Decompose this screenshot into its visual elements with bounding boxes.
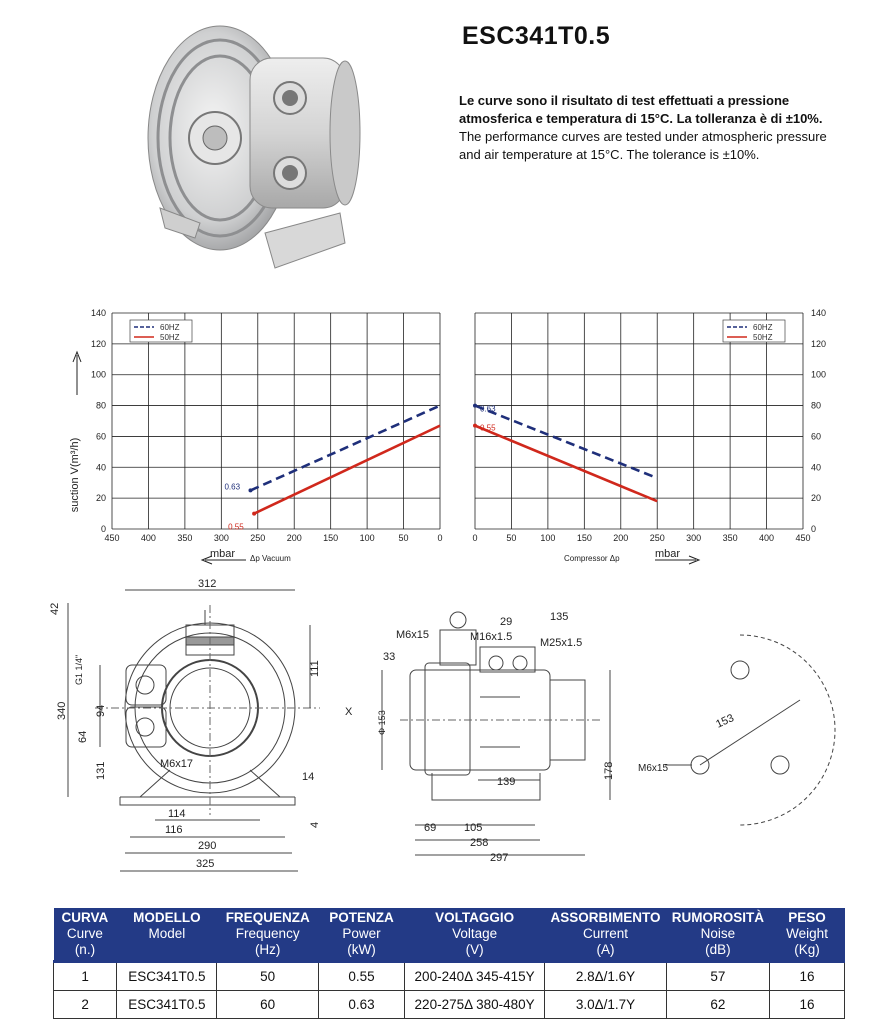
header-it: FREQUENZA <box>225 910 310 925</box>
dim-178: 178 <box>603 761 615 780</box>
header-en: Model <box>148 926 186 941</box>
x-axis-label-unit: mbar <box>655 548 681 560</box>
table-header-cell <box>54 908 117 962</box>
header-it: VOLTAGGIO <box>435 910 515 925</box>
dim-325: 325 <box>196 858 215 870</box>
dim-m25: M25x1.5 <box>540 637 583 649</box>
header-it: RUMOROSITÀ <box>671 910 765 925</box>
table-cell: 60 <box>217 991 319 1019</box>
table-header-cell <box>666 908 769 962</box>
x-tick-label: 450 <box>104 533 120 543</box>
compressor-chart <box>472 308 826 564</box>
table-header-cell <box>217 908 319 962</box>
y-tick-label: 140 <box>90 308 106 318</box>
x-tick-label: 200 <box>613 533 629 543</box>
table-cell: 57 <box>666 962 769 991</box>
table-cell: 16 <box>770 962 845 991</box>
y-tick-label: 40 <box>95 462 106 473</box>
y-tick-label: 0 <box>100 524 106 534</box>
x-tick-label: 100 <box>540 533 556 543</box>
blower-photo <box>140 18 370 278</box>
y-tick-label: 20 <box>95 493 106 504</box>
x-tick-label: 400 <box>140 533 156 543</box>
table-header-cell <box>117 908 217 962</box>
table-cell: 16 <box>770 991 845 1019</box>
header-it: CURVA <box>61 910 109 925</box>
series-end-label: 0.55 <box>480 423 496 433</box>
dim-105: 105 <box>464 822 483 834</box>
table-cell: 62 <box>666 991 769 1019</box>
y-tick-label: 80 <box>95 400 106 411</box>
x-tick-label: 0 <box>437 533 443 543</box>
x-tick-label: 350 <box>177 533 193 543</box>
series-line-60hz <box>250 406 440 491</box>
dim-69: 69 <box>424 822 437 834</box>
x-tick-label: 150 <box>576 533 592 543</box>
series-end-point <box>473 404 477 408</box>
spec-table-header <box>54 908 845 962</box>
header-it: ASSORBIMENTO <box>550 910 661 925</box>
table-header-cell <box>545 908 666 962</box>
x-tick-label: 50 <box>398 533 409 543</box>
header-unit: (V) <box>465 942 484 957</box>
header-en: Current <box>583 926 629 941</box>
dim-131: 131 <box>95 761 107 780</box>
header-unit: (n.) <box>74 942 96 957</box>
description-italian: Le curve sono il risultato di test effettuati a pressione atmosferica e temperatura di 15°C. La tolleranza è di ±10%. <box>459 93 823 126</box>
y-tick-label: 0 <box>811 524 817 534</box>
x-tick-label: 350 <box>722 533 738 543</box>
dim-312: 312 <box>198 578 217 590</box>
dim-m6x17: M6x17 <box>160 758 194 770</box>
table-cell: 3.0Δ/1.7Y <box>545 991 666 1019</box>
table-cell: 220-275Δ 380-480Y <box>404 991 545 1019</box>
dim-135: 135 <box>550 611 569 623</box>
x-tick-label: 300 <box>686 533 702 543</box>
series-end-label: 0.63 <box>224 482 241 492</box>
dim-flange-m6x15: M6x15 <box>638 763 669 774</box>
table-cell: 50 <box>217 962 319 991</box>
dim-33: 33 <box>383 651 396 663</box>
header-en: Curve <box>66 926 103 941</box>
table-cell: 200-240Δ 345-415Y <box>404 962 545 991</box>
y-tick-label: 100 <box>90 369 106 380</box>
x-axis-label-unit: mbar <box>210 548 236 560</box>
table-header-cell <box>404 908 545 962</box>
dim-111: 111 <box>309 660 321 677</box>
dim-42: 42 <box>49 602 61 615</box>
y-tick-label: 140 <box>811 308 827 318</box>
y-tick-label: 40 <box>811 462 822 473</box>
dim-297: 297 <box>490 852 509 864</box>
header-unit: (A) <box>596 942 615 957</box>
y-tick-label: 60 <box>95 431 106 442</box>
x-axis-label: Δp Vacuum <box>250 554 291 563</box>
legend-label: 60HZ <box>160 323 180 332</box>
header-it: PESO <box>788 910 826 925</box>
legend-label: 50HZ <box>160 333 180 342</box>
series-line-50hz <box>254 426 440 514</box>
header-unit <box>119 942 214 958</box>
series-end-point <box>248 488 252 492</box>
y-axis-arrow-icon <box>73 352 81 395</box>
dim-290: 290 <box>198 840 217 852</box>
x-tick-label: 250 <box>649 533 665 543</box>
y-tick-label: 20 <box>811 493 822 504</box>
dim-side-m6x15: M6x15 <box>396 629 430 641</box>
dim-4: 4 <box>309 821 321 828</box>
technical-drawings <box>0 575 890 875</box>
legend-label: 60HZ <box>753 323 773 332</box>
header-en: Frequency <box>235 926 300 941</box>
table-header-cell <box>770 908 845 962</box>
x-tick-label: 200 <box>286 533 302 543</box>
vacuum-chart <box>69 308 443 564</box>
table-header-cell <box>319 908 405 962</box>
legend-label: 50HZ <box>753 333 773 342</box>
x-tick-label: 100 <box>359 533 375 543</box>
series-end-point <box>473 424 477 428</box>
dim-29: 29 <box>500 616 513 628</box>
view-x-label: X <box>345 706 353 718</box>
dim-m16: M16x1.5 <box>470 631 513 643</box>
x-tick-label: 400 <box>759 533 775 543</box>
table-cell: 2.8Δ/1.6Y <box>545 962 666 991</box>
header-unit: (kW) <box>347 942 376 957</box>
dim-flange-153: 153 <box>714 712 736 731</box>
y-axis-label: suction V(m³/h) <box>69 437 81 513</box>
header-unit: (Kg) <box>794 942 820 957</box>
header-en: Weight <box>786 926 828 941</box>
dim-139: 139 <box>497 776 516 788</box>
dim-116: 116 <box>165 824 183 836</box>
description-english: The performance curves are tested under atmospheric pressure and air temperature at 15°C. The tolerance is ±10%. <box>459 129 827 162</box>
y-tick-label: 120 <box>811 338 827 349</box>
header-en: Noise <box>700 926 736 941</box>
table-cell: 0.63 <box>319 991 405 1019</box>
x-tick-label: 300 <box>213 533 229 543</box>
header-en: Power <box>342 926 381 941</box>
table-cell: ESC341T0.5 <box>117 991 217 1019</box>
dim-phi153: Φ 153 <box>377 710 387 735</box>
series-end-label: 0.55 <box>228 522 244 532</box>
header-en: Voltage <box>452 926 498 941</box>
series-end-point <box>252 512 256 516</box>
dim-258: 258 <box>470 837 489 849</box>
x-tick-label: 50 <box>506 533 517 543</box>
series-end-label: 0.63 <box>480 404 496 414</box>
spec-table <box>53 908 845 1019</box>
x-axis-label: Compressor Δp <box>564 554 620 563</box>
x-tick-label: 0 <box>472 533 478 543</box>
header-it: MODELLO <box>133 910 201 925</box>
dim-114: 114 <box>168 808 186 820</box>
dim-94: 94 <box>95 704 107 717</box>
header-it: POTENZA <box>329 910 394 925</box>
table-cell: 2 <box>54 991 117 1019</box>
table-row <box>54 962 845 991</box>
table-row <box>54 991 845 1019</box>
dim-64: 64 <box>77 730 89 743</box>
header-unit: (Hz) <box>254 942 281 957</box>
table-cell: 1 <box>54 962 117 991</box>
x-tick-label: 450 <box>795 533 811 543</box>
x-tick-label: 250 <box>250 533 266 543</box>
performance-charts <box>0 300 890 575</box>
series-line-50hz <box>475 423 657 502</box>
dim-thread: G1 1/4" <box>74 654 84 685</box>
y-tick-label: 80 <box>811 400 822 411</box>
y-tick-label: 120 <box>90 338 106 349</box>
description <box>459 92 844 164</box>
table-cell: 0.55 <box>319 962 405 991</box>
y-tick-label: 60 <box>811 431 822 442</box>
table-cell: ESC341T0.5 <box>117 962 217 991</box>
header-unit: (dB) <box>705 942 731 957</box>
dim-14: 14 <box>302 771 315 783</box>
model-title: ESC341T0.5 <box>462 22 611 50</box>
dim-340: 340 <box>56 701 68 720</box>
y-tick-label: 100 <box>811 369 827 380</box>
spec-table-body <box>54 962 845 1019</box>
x-tick-label: 150 <box>323 533 339 543</box>
